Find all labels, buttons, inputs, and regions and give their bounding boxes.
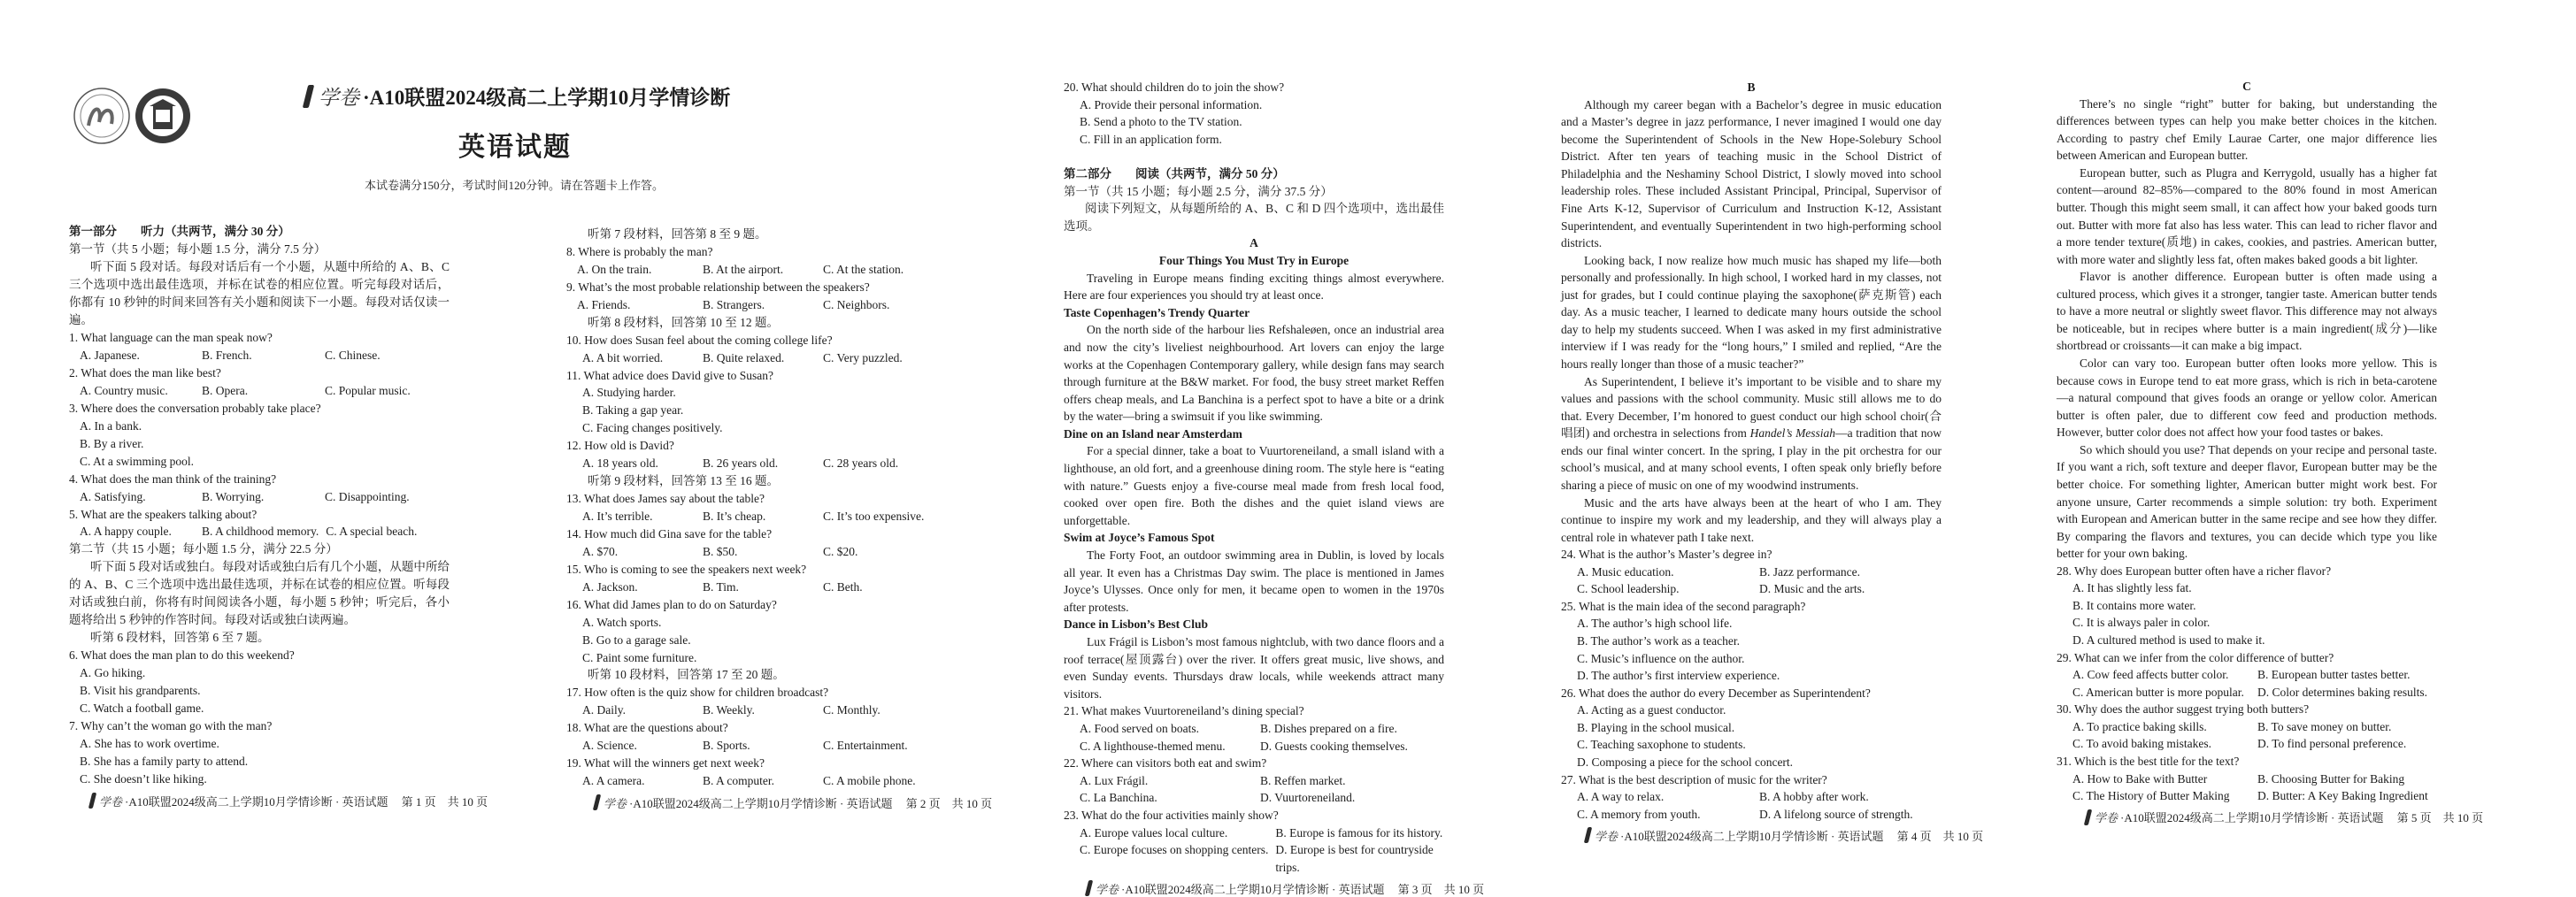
question-item: [1064, 79, 1444, 148]
answer-option[interactable]: A. Country music.: [80, 383, 168, 397]
answer-option[interactable]: C. At the station.: [823, 262, 904, 276]
question-item: [566, 561, 947, 596]
answer-option[interactable]: D. Vuurtoreneiland.: [1260, 791, 1356, 805]
answer-option[interactable]: B. Dishes prepared on a fire.: [1260, 721, 1397, 735]
listening-note: 听第 7 段材料，回答第 8 至 9 题。: [588, 227, 767, 241]
answer-option[interactable]: C. Music’s influence on the author.: [1577, 651, 1745, 665]
paragraph-text: Flavor is another difference. European butter is often made using a cultured process, which gives it a stronger, tangier taste. American butter tends to have a more neutral or slightly sweet flavor. This difference may not always be noticeable, but in recipes where butter is a main ingredient(成分)—like shortbread or croissants—it can make a big impact.: [2057, 270, 2437, 353]
answer-option[interactable]: B. Taking a gap year.: [582, 403, 684, 418]
instructions: 听下面 5 段对话或独白。每段对话或独白后有几个小题，从题中所给的 A、B、C 三个选项中选出最佳选项，并标在试卷的相应位置。听每段对话或独白前，你将有时间阅读各小题，每小题 5 秒钟；听完后，各小题将给出 5 秒钟的作答时间。每段对话或独白读两遍。: [69, 560, 450, 627]
wanzhi-education-logo: [134, 87, 192, 145]
question-stem: 21. What makes Vuurtoreneiland’s dining special?: [1064, 704, 1304, 718]
answer-option[interactable]: A. Watch sports.: [582, 615, 662, 629]
answer-option[interactable]: B. Go to a garage sale.: [582, 632, 691, 647]
question-item: [566, 525, 947, 561]
question-stem: 31. Which is the best title for the text?: [2057, 754, 2240, 768]
answer-option[interactable]: A. On the train.: [577, 262, 652, 276]
question-item: [69, 717, 450, 788]
footer-brand: 学卷: [2095, 811, 2118, 825]
instructions: 听下面 5 段对话。每段对话后有一个小题，从题中所给的 A、B、C 三个选项中选出最佳选项，并标在试卷的相应位置。听完每段对话后，你都有 10 秒钟的时间来回答有关小题和阅读下一小题。每段对话仅读一遍。: [69, 259, 450, 326]
question-item: [69, 364, 450, 400]
question-item: [566, 719, 947, 755]
answer-option[interactable]: A. Food served on boats.: [1080, 721, 1199, 735]
exam-page: [566, 226, 993, 811]
footer-title: ·A10联盟2024级高二上学期10月学情诊断 · 英语试题: [2120, 811, 2384, 825]
passage-paragraph: [2057, 268, 2437, 355]
question-stem: 30. Why does the author suggest trying both butters?: [2057, 702, 2310, 717]
passage-subheading: Dine on an Island near Amsterdam: [1064, 426, 1242, 441]
question-item: [69, 329, 450, 364]
answer-option[interactable]: B. Visit his grandparents.: [80, 684, 201, 698]
question-item: [1561, 598, 1942, 685]
answer-option[interactable]: B. It’s cheap.: [703, 510, 766, 523]
question-item: [1064, 755, 1444, 807]
question-stem: 17. How often is the quiz show for children broadcast?: [566, 686, 829, 700]
answer-option[interactable]: C. La Banchina.: [1080, 791, 1157, 805]
answer-option[interactable]: D. Music and the arts.: [1759, 582, 1865, 596]
brush-logo-icon: [593, 794, 601, 810]
page-number: 第 3 页 共 10 页: [1397, 882, 1485, 896]
answer-option[interactable]: B. Worrying.: [202, 489, 265, 503]
answer-option[interactable]: B. Choosing Butter for Baking: [2257, 771, 2405, 786]
brush-logo-icon: [2084, 809, 2092, 825]
options-grid: [582, 737, 947, 755]
answer-option[interactable]: A. How to Bake with Butter: [2072, 771, 2208, 786]
answer-option[interactable]: C. Neighbors.: [823, 297, 890, 311]
question-stem: 10. How does Susan feel about the coming college life?: [566, 333, 833, 347]
options-grid: [582, 702, 947, 719]
answer-option[interactable]: A. Cow feed affects butter color.: [2072, 668, 2229, 682]
question-stem: 25. What is the main idea of the second paragraph?: [1561, 599, 1806, 613]
answer-option[interactable]: A. It’s terrible.: [582, 510, 653, 523]
answer-option[interactable]: B. By a river.: [80, 436, 144, 450]
answer-option[interactable]: B. Weekly.: [703, 703, 755, 717]
footer-brand: 学卷: [1096, 882, 1119, 896]
question-item: [1561, 771, 1942, 824]
answer-option[interactable]: C. Chinese.: [325, 348, 381, 362]
footer-brand: 学卷: [1595, 829, 1619, 843]
options-grid: [80, 382, 450, 400]
question-stem: 8. Where is probably the man?: [566, 244, 713, 258]
answer-option[interactable]: D. Europe is best for countryside trips.: [1275, 843, 1434, 874]
question-stem: 12. How old is David?: [566, 439, 674, 453]
answer-option[interactable]: C. Watch a football game.: [80, 702, 204, 716]
answer-option[interactable]: A. Europe values local culture.: [1080, 825, 1228, 840]
options-grid: [582, 508, 947, 525]
alliance-logo: [73, 87, 131, 145]
page-footer: [1561, 826, 1984, 844]
answer-option[interactable]: B. Strangers.: [703, 297, 765, 311]
page-content: [2057, 78, 2437, 805]
answer-option[interactable]: B. To save money on butter.: [2257, 719, 2392, 733]
question-item: [2057, 753, 2437, 805]
passage-paragraph: [1064, 547, 1444, 616]
answer-option[interactable]: A. Lux Frágil.: [1080, 773, 1149, 787]
question-item: [1064, 702, 1444, 755]
question-stem: 2. What does the man like best?: [69, 365, 221, 380]
answer-option[interactable]: C. $20.: [823, 544, 858, 558]
options-grid: [80, 347, 450, 364]
answer-option[interactable]: A. Science.: [582, 739, 637, 753]
footer-brand: 学卷: [99, 794, 123, 809]
footer-title: ·A10联盟2024级高二上学期10月学情诊断 · 英语试题: [1620, 829, 1884, 843]
question-stem: 23. What do the four activities mainly show?: [1064, 808, 1279, 822]
answer-option[interactable]: C. Monthly.: [823, 703, 880, 717]
paragraph-text: So which should you use? That depends on your recipe and personal taste. If you want a rich, soft texture and deeper flavor, European butter may be the better choice. For something lighter, American butter might work best. For anyone unsure, Carter recommends a simple solution: try both. Experiment with European and American butter in the same recipe and see how they differ. By comparing the flavors and textures, you can decide which type you like better for your own baking.: [2057, 442, 2437, 561]
passage-paragraph: [1064, 633, 1444, 702]
options-grid: [1080, 824, 1444, 877]
answer-option[interactable]: A. It has slightly less fat.: [2072, 581, 2192, 595]
options-grid: [2072, 718, 2437, 753]
question-item: [1064, 807, 1444, 876]
answer-option[interactable]: A. A way to relax.: [1577, 790, 1665, 804]
question-item: [566, 684, 947, 719]
question-stem: 3. Where does the conversation probably take place?: [69, 401, 321, 415]
brand-name: 学卷: [319, 87, 359, 109]
page-content: [566, 226, 947, 790]
answer-option[interactable]: B. Playing in the school musical.: [1577, 720, 1735, 734]
answer-option[interactable]: A. A bit worried.: [582, 350, 664, 364]
page-footer: [1064, 879, 1485, 897]
answer-option[interactable]: B. The author’s work as a teacher.: [1577, 634, 1740, 648]
passage-paragraph: [1064, 321, 1444, 426]
passage-title: A: [1250, 236, 1258, 250]
page-footer: [566, 794, 993, 811]
exam-title-line: ·A10联盟2024级高二上学期10月学情诊断: [363, 87, 731, 109]
answer-option[interactable]: B. European butter tastes better.: [2257, 668, 2411, 682]
question-stem: 7. Why can’t the woman go with the man?: [69, 719, 273, 733]
answer-option[interactable]: A. A happy couple.: [80, 525, 172, 539]
answer-option[interactable]: C. The History of Butter Making: [2072, 789, 2230, 803]
passage-paragraph: [1561, 96, 1942, 252]
options-grid: [1577, 564, 1942, 598]
answer-option[interactable]: A. She has to work overtime.: [80, 737, 219, 751]
answer-option[interactable]: A. Friends.: [577, 297, 631, 311]
answer-option[interactable]: B. It contains more water.: [2072, 598, 2196, 612]
question-stem: 13. What does James say about the table?: [566, 492, 765, 506]
passage-paragraph: [2057, 165, 2437, 268]
question-item: [566, 437, 947, 472]
answer-option[interactable]: C. Disappointing.: [325, 489, 410, 503]
answer-option[interactable]: A. Go hiking.: [80, 666, 146, 680]
answer-option[interactable]: D. To find personal preference.: [2257, 737, 2407, 751]
answer-option[interactable]: C. 28 years old.: [823, 456, 899, 471]
answer-option[interactable]: A. In a bank.: [80, 418, 142, 433]
header-brand-title: [305, 81, 730, 111]
listening-note: 听第 9 段材料，回答第 13 至 16 题。: [588, 474, 779, 488]
paragraph-text: For a special dinner, take a boat to Vuurtoreneiland, a small island with a lighthouse, an old fort, and a greenhouse dining room. The style here is “eating with nature.” Guests enjoy a five-course meal made from fresh local food, cooked over open fire. Both the dishes and the quiet island views are unforgettable.: [1064, 444, 1444, 527]
question-stem: 18. What are the questions about?: [566, 721, 728, 735]
options-grid: [582, 579, 947, 596]
brush-logo-icon: [1085, 880, 1093, 896]
listening-note: 听第 6 段材料，回答第 6 至 7 题。: [90, 631, 270, 645]
options-grid: [582, 772, 947, 790]
page-number: 第 5 页 共 10 页: [2396, 811, 2484, 825]
question-item: [566, 367, 947, 438]
passage-subheading: Taste Copenhagen’s Trendy Quarter: [1064, 305, 1250, 319]
exam-page: [1561, 79, 1984, 844]
question-stem: 11. What advice does David give to Susan?: [566, 368, 773, 382]
answer-option[interactable]: C. A mobile phone.: [823, 774, 916, 788]
answer-option[interactable]: C. Teaching saxophone to students.: [1577, 738, 1746, 752]
question-stem: 15. Who is coming to see the speakers next week?: [566, 562, 807, 576]
exam-page: [69, 223, 488, 809]
question-item: [69, 647, 450, 717]
question-stem: 26. What does the author do every December as Superintendent?: [1561, 686, 1871, 700]
paragraph-text: Although my career began with a Bachelor’s degree in music education and a Master’s degree in jazz performance, I never imagined I would one day become the Superintendent of Schools in the New Hope-Solebury School District. After ten years of teaching music in the School District of Philadelphia and the Neshaminy School District, I slowly moved into school leadership roles. These included Assistant Principal, Principal, Supervisor of Fine Arts K-12, Supervisor of Curriculum and Instruction K-12, Assistant Superintendent, and eventually Superintendent in two high-performing school districts.: [1561, 97, 1942, 250]
question-item: [566, 243, 947, 279]
question-item: [566, 596, 947, 667]
options-grid: [582, 543, 947, 561]
page-number: 第 4 页 共 10 页: [1896, 829, 1984, 843]
answer-option[interactable]: D. The author’s first interview experience.: [1577, 669, 1780, 683]
answer-option[interactable]: C. Popular music.: [325, 383, 411, 397]
answer-option[interactable]: A. The author’s high school life.: [1577, 617, 1733, 631]
options-grid: [1080, 720, 1444, 755]
options-grid: [577, 261, 947, 279]
paragraph-text: European butter, such as Plugra and Kerrygold, usually has a higher fat content—around 82–85%—compared to the 80% found in most American butter. Though this might seem small, it can affect how your baked goods turn out. Butter with more fat also has less water. This can lead to richer flavor and a more tender texture(质地) in cakes, cookies, and pastries. American butter, with more water and slightly less fat, often makes baked goods a bit lighter.: [2057, 165, 2437, 266]
answer-option[interactable]: A. $70.: [582, 544, 619, 558]
options-grid: [2072, 770, 2437, 805]
section-heading: 第二节（共 15 小题；每小题 1.5 分，满分 22.5 分）: [69, 542, 338, 556]
answer-option[interactable]: D. Guests cooking themselves.: [1260, 739, 1408, 753]
answer-option[interactable]: C. A lighthouse-themed menu.: [1080, 739, 1226, 753]
answer-option[interactable]: A. Music education.: [1577, 564, 1674, 579]
answer-option[interactable]: B. Europe is famous for its history.: [1275, 825, 1443, 840]
answer-option[interactable]: C. Very puzzled.: [823, 350, 903, 364]
options-grid: [80, 488, 450, 506]
answer-option[interactable]: C. She doesn’t like hiking.: [80, 772, 207, 786]
answer-option[interactable]: A. Japanese.: [80, 348, 140, 362]
part-heading: 第一部分 听力（共两节，满分 30 分）: [69, 225, 290, 238]
options-grid: [80, 523, 450, 540]
answer-option[interactable]: A. Acting as a guest conductor.: [1577, 703, 1726, 717]
question-item: [566, 332, 947, 367]
passage-paragraph: [1064, 442, 1444, 529]
answer-option[interactable]: C. Paint some furniture.: [582, 650, 697, 664]
footer-brand: 学卷: [604, 796, 627, 810]
question-item: [566, 490, 947, 525]
page-footer: [2057, 809, 2484, 826]
question-item: [566, 279, 947, 314]
answer-option[interactable]: B. Quite relaxed.: [703, 350, 785, 364]
subject-title: 英语试题: [458, 133, 572, 162]
paragraph-text: —a tradition that now ends our final winter concert. In the spring, I play in the pit orchestra for our school’s musical, and at many school events, I often speak only briefly before sharing a piece of music on one of my woodwind instruments.: [1561, 426, 1942, 492]
part-heading: 第二部分 阅读（共两节，满分 50 分）: [1064, 166, 1285, 180]
section-heading: 第一节（共 15 小题；每小题 2.5 分，满分 37.5 分）: [1064, 184, 1333, 198]
answer-option[interactable]: B. A childhood memory.: [202, 525, 319, 539]
section-heading: 第一节（共 5 小题；每小题 1.5 分，满分 7.5 分）: [69, 242, 327, 256]
spacer: [1064, 148, 1444, 165]
paragraph-text: Handel’s Messiah: [1749, 426, 1836, 441]
passage-paragraph: [2057, 355, 2437, 441]
passage-subheading: Swim at Joyce’s Famous Spot: [1064, 531, 1215, 545]
question-stem: 19. What will the winners get next week?: [566, 756, 765, 770]
answer-option[interactable]: B. 26 years old.: [703, 456, 779, 471]
paragraph-text: Traveling in Europe means finding exciting things almost everywhere. Here are four experiences you should try at least once.: [1064, 271, 1444, 303]
question-stem: 28. Why does European butter often have a richer flavor?: [2057, 564, 2332, 578]
options-grid: [582, 349, 947, 367]
passage-paragraph: [2057, 96, 2437, 165]
answer-option[interactable]: B. Opera.: [202, 383, 249, 397]
answer-option[interactable]: D. Butter: A Key Baking Ingredient: [2257, 789, 2428, 803]
question-item: [2057, 649, 2437, 702]
passage-title: C: [2242, 80, 2251, 93]
footer-title: ·A10联盟2024级高二上学期10月学情诊断 · 英语试题: [125, 794, 388, 809]
answer-option[interactable]: C. At a swimming pool.: [80, 454, 195, 468]
question-item: [566, 755, 947, 790]
page-footer: [69, 792, 488, 809]
answer-option[interactable]: B. At the airport.: [703, 262, 784, 276]
passage-subheading: Dance in Lisbon’s Best Club: [1064, 617, 1209, 632]
answer-option[interactable]: D. Composing a piece for the school concert.: [1577, 755, 1794, 769]
question-stem: 14. How much did Gina save for the table?: [566, 526, 773, 540]
answer-option[interactable]: C. A special beach.: [326, 525, 418, 539]
answer-option[interactable]: C. Facing changes positively.: [582, 421, 723, 435]
question-stem: 20. What should children do to join the show?: [1064, 80, 1285, 94]
passage-paragraph: [1561, 252, 1942, 373]
answer-option[interactable]: B. Tim.: [703, 579, 739, 594]
paragraph-text: The Forty Foot, an outdoor swimming area in Dublin, is loved by locals all year. It even has a Christmas Day swim. The place is mentioned in James Joyce’s Ulysses. Once only for men, it became open to women in the 1970s after protests.: [1064, 548, 1444, 614]
answer-option[interactable]: A. A camera.: [582, 774, 645, 788]
answer-option[interactable]: D. Color determines baking results.: [2257, 685, 2427, 699]
passage-paragraph: [1064, 270, 1444, 304]
question-stem: 5. What are the speakers talking about?: [69, 507, 258, 521]
answer-option[interactable]: A. Daily.: [582, 703, 626, 717]
options-grid: [2072, 666, 2437, 701]
exam-page: [2057, 78, 2484, 826]
question-stem: 29. What can we infer from the color difference of butter?: [2057, 650, 2334, 664]
question-item: [69, 506, 450, 541]
options-grid: [577, 296, 947, 314]
footer-title: ·A10联盟2024级高二上学期10月学情诊断 · 英语试题: [629, 796, 893, 810]
answer-option[interactable]: C. To avoid baking mistakes.: [2072, 737, 2212, 751]
paragraph-text: As Superintendent, I believe it’s important to be visible and to share my values and passions with the school community. Music still allows me to do that. Every December, I’m honored to guest conduct our high school choir(合唱团) and orchestra in selections from: [1561, 374, 1942, 441]
page-number: 第 1 页 共 10 页: [401, 794, 488, 809]
page-content: [1064, 79, 1444, 876]
question-stem: 24. What is the author’s Master’s degree in?: [1561, 548, 1772, 562]
paragraph-text: Music and the arts have always been at the heart of who I am. They continue to inspire my work and my leadership, and they will always play a central role in whatever path I take next.: [1561, 495, 1942, 544]
answer-option[interactable]: A. 18 years old.: [582, 456, 658, 471]
question-stem: 1. What language can the man speak now?: [69, 330, 273, 344]
brush-logo-icon: [88, 793, 96, 809]
answer-option[interactable]: B. $50.: [703, 544, 738, 558]
brush-logo-icon: [303, 85, 314, 108]
question-stem: 22. Where can visitors both eat and swim?: [1064, 756, 1267, 770]
answer-option[interactable]: B. A hobby after work.: [1759, 790, 1869, 804]
options-grid: [1577, 788, 1942, 823]
answer-option[interactable]: B. She has a family party to attend.: [80, 755, 249, 769]
answer-option[interactable]: A. To practice baking skills.: [2072, 719, 2207, 733]
answer-option[interactable]: B. Sports.: [703, 739, 750, 753]
question-item: [69, 400, 450, 471]
answer-option[interactable]: C. A memory from youth.: [1577, 807, 1701, 821]
options-grid: [582, 455, 947, 472]
exam-page: [1064, 79, 1485, 897]
page-content: [69, 223, 450, 788]
answer-option[interactable]: C. Fill in an application form.: [1080, 132, 1222, 146]
listening-note: 听第 10 段材料，回答第 17 至 20 题。: [588, 668, 785, 682]
question-stem: 27. What is the best description of music for the writer?: [1561, 772, 1827, 786]
paragraph-text: On the north side of the harbour lies Refshaleøen, once an industrial area and now the city’s liveliest neighbourhood. Art lovers can enjoy the large works at the Copenhagen Contemporary gallery, while design fans may search through furniture at the B&W market. For food, the busy street market Reffen offers cheap meals, and La Banchina is a perfect spot to have a bite or a drink by the water—bring a swimsuit if you like swimming.: [1064, 323, 1444, 424]
answer-option[interactable]: A. Jackson.: [582, 579, 638, 594]
paragraph-text: Lux Frágil is Lisbon’s most famous nightclub, with two dance floors and a roof terrace(屋顶露台) over the river. It offers great music, live shows, and even Sunday events. Thursdays draw locals, while weekends attract many visitors.: [1064, 635, 1444, 701]
passage-title: B: [1747, 80, 1756, 94]
answer-option[interactable]: D. A cultured method is used to make it.: [2072, 633, 2265, 647]
answer-option[interactable]: A. Studying harder.: [582, 386, 676, 400]
passage-paragraph: [2057, 441, 2437, 563]
answer-option[interactable]: C. American butter is more popular.: [2072, 685, 2244, 699]
question-stem: 16. What did James plan to do on Saturday?: [566, 597, 777, 611]
answer-option[interactable]: C. It is always paler in color.: [2072, 616, 2211, 630]
answer-option[interactable]: A. Satisfying.: [80, 489, 146, 503]
question-item: [2057, 563, 2437, 649]
paragraph-text: Color can vary too. European butter often looks more yellow. This is because cows in Europe tend to eat more grass, which is rich in beta-carotene—a natural compound that gives foods an orange or yellow color. American butter is often paler, due to different cow feed and production methods. However, butter color does not affect how your food tastes or bakes.: [2057, 356, 2437, 440]
passage-paragraph: [1561, 494, 1942, 547]
instructions: 阅读下列短文，从每题所给的 A、B、C 和 D 四个选项中，选出最佳选项。: [1064, 202, 1444, 233]
answer-option[interactable]: C. School leadership.: [1577, 582, 1680, 596]
passage-paragraph: [1561, 373, 1942, 494]
paragraph-text: Looking back, I now realize how much music has shaped my life—both personally and professionally. In high school, I worked hard in my classes, not just for grades, but I could continue playing the saxophone(萨克斯管) each day. As a music teacher, I learned to dedicate many hours outside the school day to help my students succeed. When I was asked in my first administrative interview if I was ready for the “long hours,” I smiled and replied, “Are the hours really longer than those of a music teacher?”: [1561, 253, 1942, 371]
answer-option[interactable]: C. Beth.: [823, 579, 863, 594]
footer-title: ·A10联盟2024级高二上学期10月学情诊断 · 英语试题: [1121, 882, 1385, 896]
answer-option[interactable]: C. Europe focuses on shopping centers.: [1080, 843, 1269, 857]
exam-note: 本试卷满分150分，考试时间120分钟。请在答题卡上作答。: [365, 179, 665, 192]
answer-option[interactable]: D. A lifelong source of strength.: [1759, 807, 1913, 821]
answer-option[interactable]: C. Entertainment.: [823, 739, 908, 753]
question-stem: 6. What does the man plan to do this weekend?: [69, 648, 295, 663]
answer-option[interactable]: B. French.: [202, 348, 252, 362]
passage-title: Four Things You Must Try in Europe: [1158, 253, 1350, 267]
answer-option[interactable]: C. It’s too expensive.: [823, 510, 925, 523]
question-item: [1561, 546, 1942, 598]
question-item: [1561, 685, 1942, 771]
answer-option[interactable]: B. Reffen market.: [1260, 773, 1346, 787]
options-grid: [1080, 772, 1444, 807]
question-item: [69, 471, 450, 506]
question-item: [2057, 701, 2437, 753]
answer-option[interactable]: A. Provide their personal information.: [1080, 97, 1263, 111]
answer-option[interactable]: B. Jazz performance.: [1759, 564, 1860, 579]
answer-option[interactable]: B. Send a photo to the TV station.: [1080, 115, 1242, 129]
brush-logo-icon: [1584, 827, 1592, 843]
page-number: 第 2 页 共 10 页: [905, 796, 993, 810]
page-content: [1561, 79, 1942, 823]
question-stem: 9. What’s the most probable relationship between the speakers?: [566, 280, 870, 294]
question-stem: 4. What does the man think of the training?: [69, 472, 277, 486]
answer-option[interactable]: B. A computer.: [703, 774, 774, 788]
listening-note: 听第 8 段材料，回答第 10 至 12 题。: [588, 315, 779, 329]
paragraph-text: There’s no single “right” butter for baking, but understanding the differences between types can help you make better choices in the kitchen. According to pastry chef Emily Laurae Carter, one major difference lies between American and European butter.: [2057, 96, 2437, 163]
